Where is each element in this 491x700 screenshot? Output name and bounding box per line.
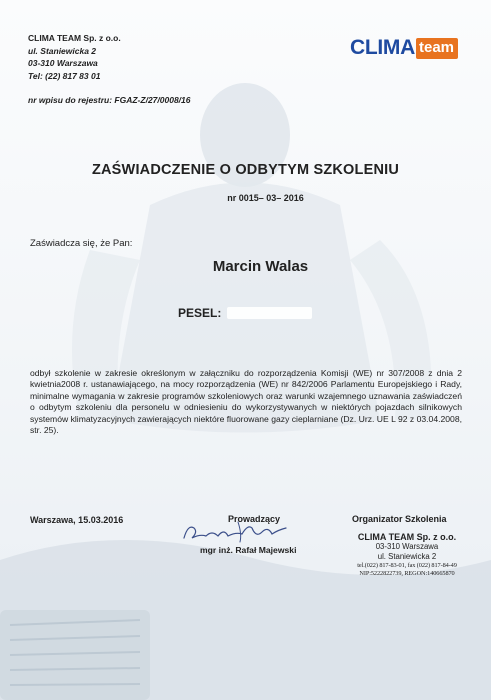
company-city: 03-310 Warszawa [28,58,98,68]
issue-date: Warszawa, 15.03.2016 [30,515,124,525]
certificate-intro: Zaświadcza się, że Pan: [30,238,133,249]
logo-team-text: team [416,38,458,59]
certificate-title: ZAŚWIADCZENIE O ODBYTYM SZKOLENIU [91,162,400,178]
clima-team-logo [350,36,458,60]
pesel-label: PESEL: [178,306,222,320]
company-street: ul. Staniewicka 2 [28,45,97,56]
company-stamp [342,532,472,578]
pesel-row [178,306,312,320]
instructor-name: mgr inż. Rafał Majewski [200,545,297,555]
pesel-redacted-value [227,307,312,319]
registry-number: nr wpisu do rejestru: FGAZ-Z/27/0008/16 [28,95,191,105]
certificate-number: nr 0015– 03– 2016 [227,193,304,203]
stamp-ids: NIP:5222822739, REGON:140665870 [359,570,455,577]
logo-clima-text: CLIMA [350,36,415,59]
person-name: Marcin Walas [212,258,309,275]
stamp-company-name: CLIMA TEAM Sp. z o.o. [357,532,457,542]
certificate-body-text: odbył szkolenie w zakresie określonym w załączniku do rozporządzenia Komisji (WE) nr 307/2008 z dnia 2 kwietnia2008 r. ustanawiającego, na mocy rozporządzenia (WE) nr 842/2006 Parlamentu Europejskiego i Rady, minimalne wymagania w zakresie programów szkoleniowych oraz warunki wzajemnego uznawania zaświadczeń o odbytym szkoleniu dla personelu w odniesieniu do wykorzystywanych w niektórych pojazdach silnikowych systemów klimatyzacyjnych zawierających niektóre fluorowane gazy cieplarniane (Dz. Urz. UE L 92 z 03.04.2008, str. 25). [30,368,462,436]
organizer-label: Organizator Szkolenia [352,514,447,524]
stamp-phone: tel.(022) 817-83-01, fax (022) 817-84-49 [357,562,457,569]
company-address-block [28,32,121,82]
instructor-label: Prowadzący [228,514,281,524]
company-name: CLIMA TEAM Sp. z o.o. [28,33,121,43]
stamp-city: 03-310 Warszawa [375,542,439,551]
stamp-street: ul. Staniewicka 2 [377,552,437,561]
company-phone: Tel: (22) 817 83 01 [28,70,101,81]
